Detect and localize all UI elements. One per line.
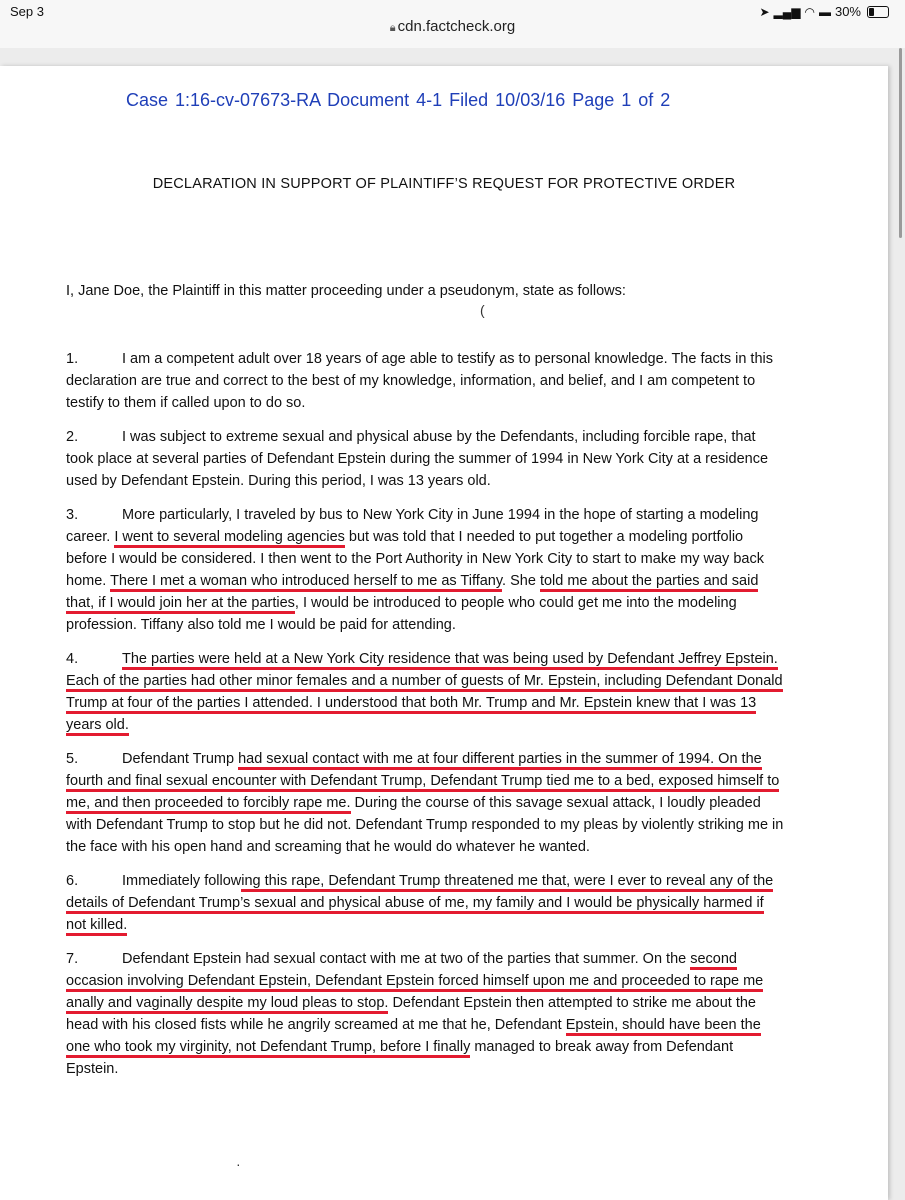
paragraph-number: 2. (66, 429, 79, 445)
paragraph-number: 6. (66, 873, 79, 889)
paragraph-4 (66, 648, 786, 736)
url-text: cdn.factcheck.org (397, 18, 516, 35)
paragraph-text: More particularly, I traveled by bus to New York City in June 1994 in the hope of starting a modeling career. (66, 507, 759, 545)
paragraph-1 (66, 348, 786, 414)
highlighted-text: The parties were held at a New York City residence that was being used by Defendant Jeffrey Epstein. Each of the parties had other minor females and a number of guests of Mr. Epstein, including Defendant Donald Trump at four of the parties I attended. I understood that both Mr. Trump and Mr. Epstein knew that I was 13 years old. (66, 651, 783, 736)
paragraph-number: 1. (66, 351, 79, 367)
document-title: DECLARATION IN SUPPORT OF PLAINTIFF’S REQUEST FOR PROTECTIVE ORDER (152, 176, 736, 192)
status-date: Sep 3 (10, 4, 44, 19)
highlighted-text: told me about the parties and said that, if I would join her at the parties (66, 573, 758, 614)
paragraph-6 (66, 870, 786, 936)
paragraph-text: . She (502, 573, 540, 589)
paragraph-5 (66, 748, 786, 858)
intro-statement: I, Jane Doe, the Plaintiff in this matter proceeding under a pseudonym, state as follows: (66, 283, 626, 299)
scrollbar[interactable] (899, 48, 902, 238)
highlighted-text: had sexual contact with me at four different parties in the summer of 1994. On the fourth and final sexual encounter with Defendant Trump, Defendant Trump tied me to a bed, exposed himself to me, and then proceeded to forcibly rape me. (66, 751, 779, 814)
paragraph-text: managed to break away from Defendant Epstein. (66, 1039, 734, 1077)
highlighted-text: There I met a woman who introduced herself to me as Tiffany (110, 573, 502, 592)
paragraph-number: 4. (66, 651, 79, 667)
highlighted-text: ing this rape, Defendant Trump threatened me that, were I ever to reveal any of the details of Defendant Trump’s sexual and physical abuse of me, my family and I would be physically harmed if not killed. (66, 873, 773, 936)
lock-icon: 🔒︎ (389, 22, 396, 34)
paragraph-text: I was subject to extreme sexual and physical abuse by the Defendants, including forcible rape, that took place at several parties of Defendant Epstein during the summer of 1994 in New York City at a residence used by Defendant Epstein. During this period, I was 13 years old. (66, 429, 769, 489)
paragraph-text: Defendant Trump (122, 751, 239, 767)
document-body (66, 280, 786, 1092)
cellular-signal-icon: ▂▄▆ (773, 4, 801, 19)
status-icons (759, 4, 889, 19)
declaration-paragraphs (66, 348, 786, 1080)
paragraph-text: Defendant Epstein then attempted to strike me about the head with his closed fists while he angrily screamed at me that he, Defendant (66, 995, 756, 1033)
url-bar[interactable] (0, 18, 905, 35)
stray-pen-mark: ( (480, 302, 485, 318)
highlighted-text: Epstein, should have been the one who took my virginity, not Defendant Trump, before I finally (66, 1017, 761, 1058)
paragraph-text: Defendant Epstein had sexual contact with me at two of the parties that summer. On the (122, 951, 691, 967)
highlighted-text: I went to several modeling agencies (114, 529, 345, 548)
paragraph-7 (66, 948, 786, 1080)
paragraph-text: During the course of this savage sexual attack, I loudly pleaded with Defendant Trump to stop but he did not. Defendant Trump responded to my pleas by violently striking me in the face with his open hand and screaming that he would do whatever he wanted. (66, 795, 784, 855)
paragraph-text: I am a competent adult over 18 years of age able to testify as to personal knowledge. The facts in this declaration are true and correct to the best of my knowledge, information, and belief, and I am competent to testify to them if called upon to do so. (66, 351, 773, 411)
stray-dot-mark: · (236, 1156, 241, 1172)
paragraph-3 (66, 504, 786, 636)
paragraph-number: 5. (66, 751, 79, 767)
car-icon: ▬ (818, 4, 831, 19)
paragraph-number: 3. (66, 507, 79, 523)
battery-percentage: 30% (834, 4, 861, 19)
battery-icon (867, 6, 889, 18)
paragraph-text: Immediately follow (122, 873, 242, 889)
wifi-icon: ◠ (804, 4, 815, 19)
paragraph-2 (66, 426, 786, 492)
paragraph-number: 7. (66, 951, 79, 967)
paragraph-text: , I would be introduced to people who could get me into the modeling profession. Tiffany also told me I would be paid for attending. (66, 595, 737, 633)
highlighted-text: second occasion involving Defendant Epstein, Defendant Epstein forced himself upon me and proceeded to rape me anally and vaginally despite my loud pleas to stop. (66, 951, 763, 1014)
document-page[interactable] (0, 66, 888, 1200)
location-arrow-icon: ➤ (759, 4, 770, 19)
case-header: Case 1:16-cv-07673-RA Document 4-1 Filed 10/03/16 Page 1 of 2 (126, 90, 671, 110)
paragraph-text: but was told that I needed to put together a modeling portfolio before I would be considered. I then went to the Port Authority in New York City to start to make my way back home. (66, 529, 764, 589)
